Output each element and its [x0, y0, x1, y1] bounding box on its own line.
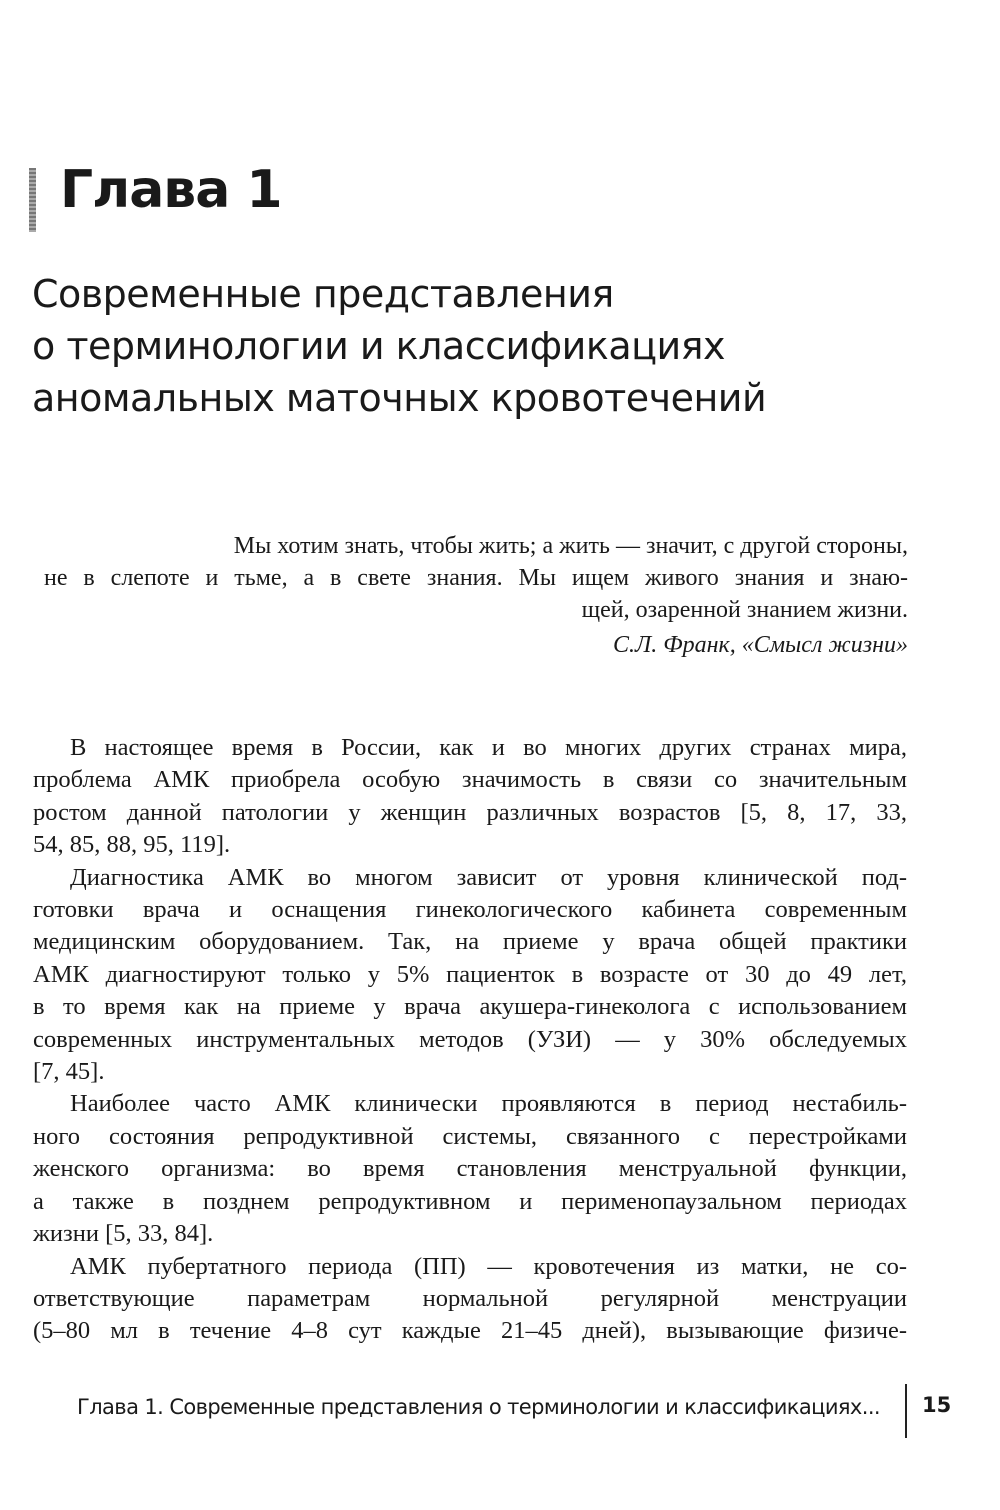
epigraph-line: не в слепоте и тьме, а в свете знания. Мы ищем живого знания и знаю-	[44, 565, 908, 591]
text-line: современных инструментальных методов (УЗИ) — у 30% обследуемых	[33, 1025, 907, 1053]
chapter-title-line: о терминологии и классификациях	[32, 324, 726, 368]
text-line: (5–80 мл в течение 4–8 сут каждые 21–45 дней), вызывающие физиче-	[33, 1317, 907, 1345]
text-line: 54, 85, 88, 95, 119].	[33, 831, 231, 859]
text-line: В настоящее время в России, как и во многих других странах мира,	[70, 734, 907, 761]
running-footer: Глава 1. Современные представления о терминологии и классификациях...	[77, 1395, 880, 1419]
text-line: Наиболее часто АМК клинически проявляются в период нестабиль-	[70, 1090, 907, 1118]
text-line: ростом данной патологии у женщин различных возрастов [5, 8, 17, 33,	[33, 798, 907, 826]
paragraph	[33, 1088, 907, 1250]
epigraph-line: Мы хотим знать, чтобы жить; а жить — значит, с другой стороны,	[233, 533, 908, 559]
text-line: ного состояния репродуктивной системы, связанного с перестройками	[33, 1122, 907, 1150]
epigraph-author: С.Л. Франк, «Смысл жизни»	[613, 632, 908, 658]
text-line: а также в позднем репродуктивном и перименопаузальном периодах	[33, 1187, 907, 1215]
chapter-title	[32, 268, 766, 424]
chapter-title-line: Современные представления	[32, 272, 614, 316]
chapter-marker-bar	[29, 168, 36, 232]
text-line: женского организма: во время становления менструальной функции,	[33, 1155, 907, 1183]
paragraph	[33, 862, 907, 1089]
page-number: 15	[922, 1393, 952, 1417]
epigraph-line: щей, озаренной знанием жизни.	[581, 597, 908, 623]
body-text	[33, 732, 907, 1348]
text-line: АМК пубертатного периода (ПП) — кровотечения из матки, не со-	[70, 1252, 907, 1280]
text-line: жизни [5, 33, 84].	[33, 1220, 214, 1248]
chapter-label: Глава 1	[60, 160, 282, 220]
text-line: проблема АМК приобрела особую значимость в связи со значительным	[33, 766, 907, 794]
text-line: в то время как на приеме у врача акушера-гинеколога с использованием	[33, 993, 907, 1021]
text-line: готовки врача и оснащения гинекологического кабинета современным	[33, 896, 907, 924]
footer-divider	[905, 1384, 907, 1438]
text-line: медицинским оборудованием. Так, на приеме у врача общей практики	[33, 928, 907, 956]
epigraph	[44, 530, 908, 661]
text-line: ответствующие параметрам нормальной регулярной менструации	[33, 1284, 907, 1312]
text-line: АМК диагностируют только у 5% пациенток в возрасте от 30 до 49 лет,	[33, 960, 907, 988]
text-line: Диагностика АМК во многом зависит от уровня клинической под-	[70, 863, 907, 891]
paragraph	[33, 732, 907, 862]
chapter-title-line: аномальных маточных кровотечений	[32, 376, 767, 420]
text-line: [7, 45].	[33, 1058, 105, 1086]
paragraph	[33, 1251, 907, 1348]
